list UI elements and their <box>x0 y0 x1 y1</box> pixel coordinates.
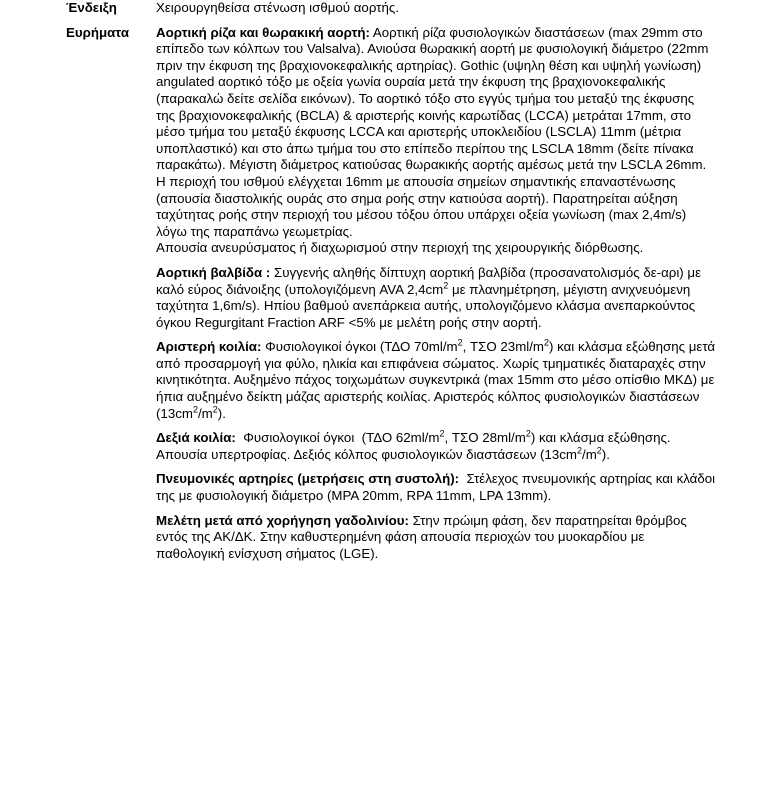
aortic-valve-sup1: 2 <box>443 280 449 291</box>
right-ventricle-sup1: 2 <box>439 428 445 439</box>
aortic-valve-title: Αορτική βαλβίδα : <box>156 264 271 280</box>
aortic-valve-section <box>156 265 716 331</box>
left-ventricle-text-e: ). <box>217 405 226 421</box>
right-ventricle-text-b: , ΤΣΟ 28ml/m <box>444 430 526 446</box>
indication-label: Ένδειξη <box>66 0 117 15</box>
findings-label: Ευρήματα <box>66 24 130 40</box>
left-ventricle-sup2: 2 <box>544 337 550 348</box>
findings-row <box>66 24 719 571</box>
aortic-valve-text-b: με πλανημέτρηση, μέγιστη ανιχνευόμενη ταχύτητα 1,6m/s). Ηπίου βαθμού ανεπάρκεια αυτής, υπολογιζόμενο κλάσμα ανεπαρκούντος όγκου Regurgitant Fraction ARF <5% με μελέτη ροής στην αορτή. <box>156 281 696 330</box>
right-ventricle-text-a: Φυσιολογικοί όγκοι (ΤΔΟ 62ml/m <box>235 430 440 446</box>
right-ventricle-sup2: 2 <box>525 428 531 439</box>
left-ventricle-text-a: Φυσιολογικοί όγκοι (ΤΔΟ 70ml/m <box>261 339 458 355</box>
aortic-root-para1 <box>156 25 716 174</box>
aortic-root-section <box>156 25 716 257</box>
left-ventricle-text-b: , ΤΣΟ 23ml/m <box>462 339 544 355</box>
gadolinium-text: Στην πρώιμη φάση, δεν παρατηρείται θρόμβος εντός της ΑΚ/ΔΚ. Στην καθυστερημένη φάση απουσία περιοχών του μυοκαρδίου με παθολογική ενίσχυση σήματος (LGE). <box>156 512 687 561</box>
pulmonary-arteries-section <box>156 471 719 504</box>
aortic-root-text1: Αορτική ρίζα φυσιολογικών διαστάσεων (max 29mm στο επίπεδο των κόλπων του Valsalva). Ανιούσα θωρακική αορτή με φυσιολογική διάμετρο (22mm πριν την έκφυση της βραχιονοκεφαλικής αρτηρίας). Gothic (υψηλη θέση και υψηλή γωνίωση) angulated αορτικό τόξο με οξεία γωνία ουραία μετά την έκφυση της βραχιονοκεφαλικής (παρακαλώ δείτε σελίδα εικόνων). Το αορτικό τόξο στο εγγύς τμήμα του μεταξύ της έκφυσης της βραχιονοκεφαλικής (BCLA) & αριστερής κοινής καρωτίδας (LCCA) μετράται 17mm, στο μέσο τμήμα του μεταξύ έκφυσης LCCA και αριστερής υποκλειδίου (LSCLA) 11mm (μέτρια υποπλαστικό) και στο άπω τμήμα του στο επίπεδο περίπου της LSCLA 18mm (δείτε πίνακα παρακάτω). Μέγιστη διάμετρος κατιούσας θωρακικής αορτής αμέσως μετά την LSCLA 26mm. <box>156 24 709 173</box>
right-ventricle-title: Δεξιά κοιλία: <box>156 430 236 446</box>
left-ventricle-text-d: /m <box>197 405 213 421</box>
pulmonary-arteries-title: Πνευμονικές αρτηρίες (μετρήσεις στη συστολή): <box>156 471 460 487</box>
left-ventricle-sup3: 2 <box>192 404 198 415</box>
aortic-root-title: Αορτική ρίζα και θωρακική αορτή: <box>156 24 370 40</box>
findings-content <box>156 24 719 571</box>
right-ventricle-sup3: 2 <box>576 445 582 456</box>
right-ventricle-section <box>156 430 716 463</box>
right-ventricle-text-e: ). <box>601 446 610 462</box>
report-body <box>66 0 719 570</box>
indication-row <box>66 0 716 17</box>
aortic-root-para2: Η περιοχή του ισθμού ελέγχεται 16mm με απουσία σημείων σημαντικής επαναστένωσης (απουσία διαστολικής ουράς στο σημα ροής στην κατιούσα αορτή). Παρατηρείται αύξηση ταχύτητας ροής στην περιοχή του μέσου τόξου όπου υπάρχει οξεία γωνίωση (max 2,4m/s) λόγω της παραπάνω γεωμετρίας. <box>156 173 687 239</box>
gadolinium-section <box>156 513 716 563</box>
left-ventricle-text-c: ) και κλάσμα εξώθησης μετά από προσαρμογή για φύλο, ηλικία και επιφάνεια σώματος. Χωρίς τμηματικές διαταραχές στην κινητικότητα. Αυξημένο πάχος τοιχωμάτων συγκεντρικά (max 15mm στο μέσο οπίσθιο ΜΚΔ) με ήπια αυξημένο δείκτη μάζας αριστερής κοιλίας. Αριστερός κόλπος φυσιολογικών διαστάσεων (13cm <box>156 339 716 421</box>
gadolinium-title: Μελέτη μετά από χορήγηση γαδολινίου: <box>156 512 409 528</box>
left-ventricle-sup1: 2 <box>457 337 463 348</box>
aortic-valve-text-a: Συγγενής αληθής δίπτυχη αορτική βαλβίδα (προσανατολισμός δε-αρι) με καλό εύρος διάνοιξης (υπολογιζόμενη AVA 2,4cm <box>156 264 702 297</box>
pulmonary-arteries-text: Στέλεχος πνευμονικής αρτηρίας και κλάδοι της με φυσιολογική διάμετρο (MPA 20mm, RPA 11mm, LPA 13mm). <box>156 471 719 504</box>
left-ventricle-title: Αριστερή κοιλία: <box>156 339 262 355</box>
indication-text: Χειρουργηθείσα στένωση ισθμού αορτής. <box>156 0 399 15</box>
aortic-root-para3: Απουσία ανευρύσματος ή διαχωρισμού στην περιοχή της χειρουργικής διόρθωσης. <box>156 240 644 256</box>
right-ventricle-text-d: /m <box>582 446 597 462</box>
left-ventricle-section <box>156 339 716 422</box>
right-ventricle-text-c: ) και κλάσμα εξώθησης. Απουσία υπερτροφίας. Δεξιός κόλπος φυσιολογικών διαστάσεων (13cm <box>156 430 671 462</box>
left-ventricle-sup4: 2 <box>212 404 218 415</box>
right-ventricle-sup4: 2 <box>596 445 602 456</box>
